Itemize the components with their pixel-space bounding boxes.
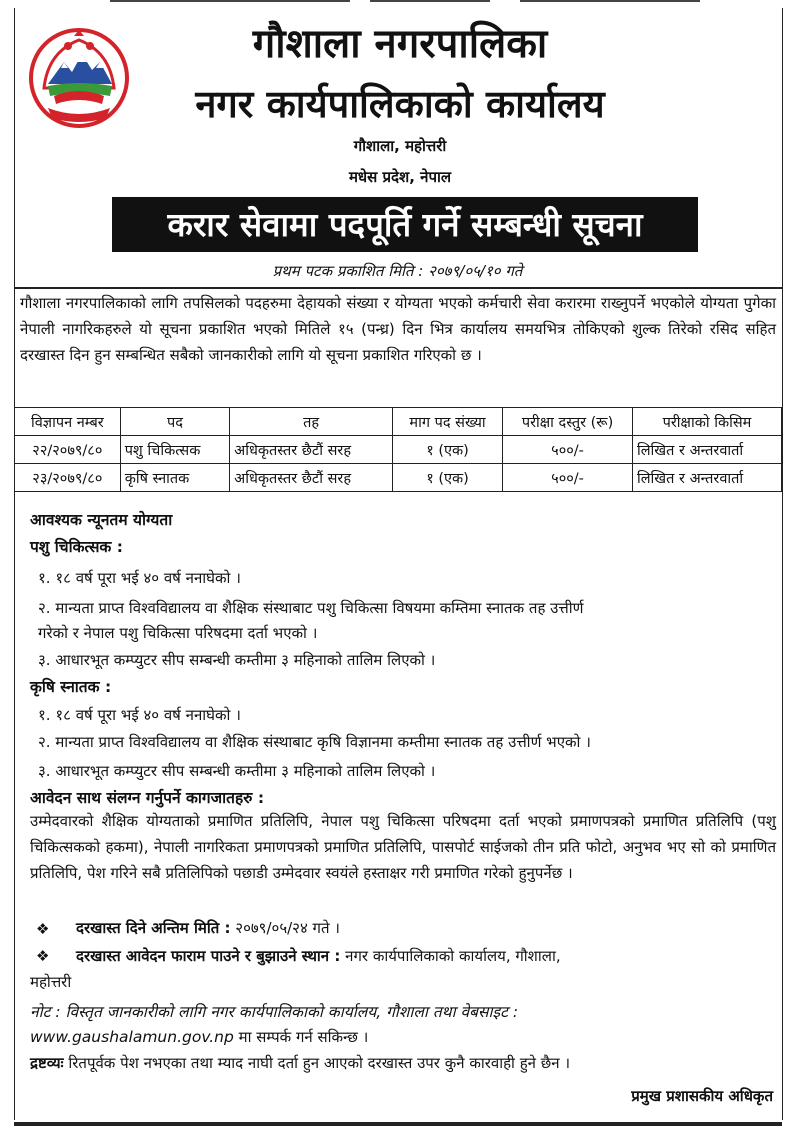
note-text-continued: मा सम्पर्क गर्न सकिन्छ । <box>238 1028 369 1046</box>
qualifications-heading: आवश्यक न्यूनतम योग्यता <box>30 511 173 529</box>
diamond-bullet-icon: ❖ <box>36 947 50 965</box>
cell-exam-type: लिखित र अन्तरवार्ता <box>632 436 781 464</box>
location-label: दरखास्त आवेदन फाराम पाउने र बुझाउने स्थान : <box>76 947 341 965</box>
table-row <box>15 436 782 464</box>
office-name: नगर कार्यपालिकाको कार्यालय <box>195 82 605 126</box>
intro-paragraph: गौशाला नगरपालिकाको लागि तपसिलको पदहरुमा देहायको संख्या र योग्यता भएको कर्मचारी सेवा करारमा राख्नुपर्ने भएकोले योग्यता पुगेका नेपाली नागरिकहरुले यो सूचना प्रकाशित भएको मितिले १५ (पन्ध्र) दिन भित्र कार्यालय समयभित्र तोकिएको शुल्क तिरेको रसिद सहित दरखास्त दिन हुन सम्बन्धित सबैको जानकारीको लागि यो सूचना प्रकाशित गरिएको छ । <box>20 294 776 364</box>
website-link[interactable]: www.gaushalamun.gov.np <box>30 1028 234 1046</box>
vet-item: १. १८ वर्ष पूरा भई ४० वर्ष ननाघेको । <box>38 569 241 587</box>
cell-count: १ (एक) <box>392 436 502 464</box>
col-header-post: पद <box>120 408 229 436</box>
table-row <box>15 464 782 492</box>
location-value: नगर कार्यपालिकाको कार्यालय, गौशाला, <box>345 947 561 965</box>
office-province: मधेस प्रदेश, नेपाल <box>348 168 452 186</box>
vet-item: ३. आधारभूत कम्प्युटर सीप सम्बन्धी कम्तीमा ३ महिनाको तालिम लिएको । <box>38 651 436 669</box>
cell-post: पशु चिकित्सक <box>120 436 229 464</box>
col-header-level: तह <box>230 408 393 436</box>
cell-level: अधिकृतस्तर छैटौं सरह <box>230 436 393 464</box>
cell-ad-number: २३/२०७९/८० <box>15 464 121 492</box>
table-header-row <box>15 408 782 436</box>
cell-post: कृषि स्नातक <box>120 464 229 492</box>
location-value-continued: महोत्तरी <box>30 973 72 991</box>
deadline-value: २०७९/०५/२४ गते । <box>235 919 340 937</box>
cell-fee: ५००/- <box>503 436 633 464</box>
col-header-exam-type: परीक्षाको किसिम <box>632 408 781 436</box>
cell-level: अधिकृतस्तर छैटौं सरह <box>230 464 393 492</box>
diamond-bullet-icon: ❖ <box>36 920 50 938</box>
agri-item: २. मान्यता प्राप्त विश्वविद्यालय वा शैक्षिक संस्थाबाट कृषि विज्ञानमा कम्तीमा स्नातक तह उत्तीर्ण भएको । <box>38 733 591 751</box>
municipality-name: गौशाला नगरपालिका <box>252 21 548 67</box>
documents-heading: आवेदन साथ संलग्न गर्नुपर्ने कागजातहरु : <box>30 789 265 807</box>
note-website-line <box>30 1024 368 1050</box>
documents-paragraph: उम्मेदवारको शैक्षिक योग्यताको प्रमाणित प्रतिलिपि, नेपाल पशु चिकित्सा परिषदमा दर्ता भएको प्रमाणपत्रको प्रमाणित प्रतिलिपि (पशु चिकित्सकको हकमा), नेपाली नागरिकता प्रमाणपत्रको प्रमाणित प्रतिलिपि, पासपोर्ट साईजको तीन प्रति फोटो, अनुभव भए सो को प्रमाणित प्रतिलिपि, पेश गरिने सबै प्रतिलिपिको पछाडी उम्मेदवार स्वयंले हस्ताक्षर गरी प्रमाणित गरेको हुनुपर्नेछ । <box>30 812 776 882</box>
vet-label: पशु चिकित्सक : <box>30 538 123 556</box>
cell-ad-number: २२/२०७९/८० <box>15 436 121 464</box>
divider <box>14 287 782 289</box>
agri-item: ३. आधारभूत कम्प्युटर सीप सम्बन्धी कम्तीमा ३ महिनाको तालिम लिएको । <box>38 762 436 780</box>
top-scan-line <box>0 0 795 6</box>
drashtavya-text: रितपूर्वक पेश नभएका तथा म्याद नाघी दर्ता हुन आएको दरखास्त उपर कुनै कारवाही हुने छैन । <box>68 1054 571 1072</box>
vacancy-table <box>14 407 782 492</box>
published-date: प्रथम पटक प्रकाशित मिति : २०७९/०५/१० गते <box>272 262 523 280</box>
nepal-emblem-logo <box>28 26 130 130</box>
agri-label: कृषि स्नातक : <box>30 678 112 696</box>
signature-title: प्रमुख प्रशासकीय अधिकृत <box>631 1087 773 1105</box>
office-address: गौशाला, महोत्तरी <box>353 137 447 155</box>
drashtavya-line <box>30 1050 570 1076</box>
location-line <box>76 943 561 969</box>
vet-item: गरेको र नेपाल पशु चिकित्सा परिषदमा दर्ता भएको । <box>38 624 318 642</box>
notice-title-banner: करार सेवामा पदपूर्ति गर्ने सम्बन्धी सूचना <box>112 197 698 252</box>
cell-fee: ५००/- <box>503 464 633 492</box>
deadline-line <box>76 915 340 941</box>
bottom-rule <box>14 1122 782 1126</box>
cell-count: १ (एक) <box>392 464 502 492</box>
note-line: नोट : विस्तृत जानकारीको लागि नगर कार्यपालिकाको कार्यालय, गौशाला तथा वेबसाइट : <box>30 1003 519 1021</box>
drashtavya-label: द्रष्टव्यः <box>30 1054 64 1072</box>
col-header-ad-number: विज्ञापन नम्बर <box>15 408 121 436</box>
cell-exam-type: लिखित र अन्तरवार्ता <box>632 464 781 492</box>
deadline-label: दरखास्त दिने अन्तिम मिति : <box>76 919 231 937</box>
col-header-fee: परीक्षा दस्तुर (रू) <box>503 408 633 436</box>
col-header-count: माग पद संख्या <box>392 408 502 436</box>
agri-item: १. १८ वर्ष पूरा भई ४० वर्ष ननाघेको । <box>38 706 241 724</box>
vet-item: २. मान्यता प्राप्त विश्वविद्यालय वा शैक्षिक संस्थाबाट पशु चिकित्सा विषयमा कम्तिमा स्नातक तह उत्तीर्ण <box>38 599 584 617</box>
